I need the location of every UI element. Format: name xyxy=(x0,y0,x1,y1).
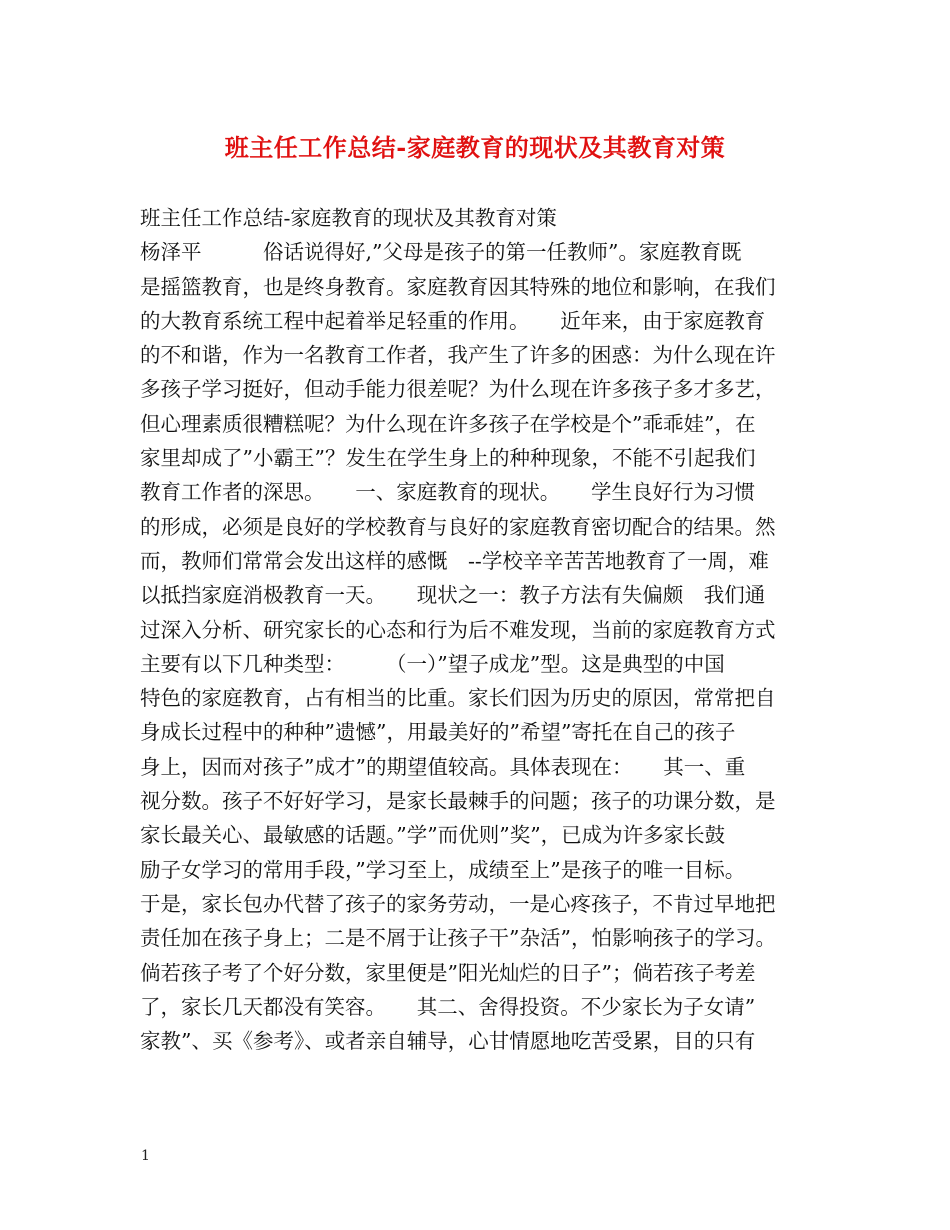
body-line: 是摇篮教育，也是终身教育。家庭教育因其特殊的地位和影响，在我们 xyxy=(140,274,776,299)
body-line: 杨泽平 俗话说得好,”父母是孩子的第一任教师”。家庭教育既 xyxy=(140,240,742,265)
body-line: 但心理素质很糟糕呢？为什么现在许多孩子在学校是个”乖乖娃”，在 xyxy=(140,411,756,436)
body-line: 身成长过程中的种种”遗憾”，用最美好的”希望”寄托在自己的孩子 xyxy=(140,720,736,745)
body-line: 而，教师们常常会发出这样的感慨 --学校辛辛苦苦地教育了一周，难 xyxy=(140,548,769,573)
body-line: 多孩子学习挺好，但动手能力很差呢？为什么现在许多孩子多才多艺， xyxy=(140,377,776,402)
body-line: 家教”、买《参考》、或者亲自辅导，心甘情愿地吃苦受累，目的只有 xyxy=(140,1029,756,1054)
body-line: 于是，家长包办代替了孩子的家务劳动，一是心疼孩子，不肯过早地把 xyxy=(140,891,776,916)
body-line: 特色的家庭教育，占有相当的比重。家长们因为历史的原因，常常把自 xyxy=(140,686,776,711)
page-number: 1 xyxy=(141,1148,150,1164)
body-line: 励子女学习的常用手段，”学习至上，成绩至上”是孩子的唯一目标。 xyxy=(140,857,746,882)
body-line: 倘若孩子考了个好分数，家里便是”阳光灿烂的日子”；倘若孩子考差 xyxy=(140,960,756,985)
body-line: 家长最关心、最敏感的话题。”学”而优则”奖”，已成为许多家长鼓 xyxy=(140,823,726,848)
body-line: 了，家长几天都没有笑容。 其二、舍得投资。不少家长为子女请” xyxy=(140,994,756,1019)
body-line: 班主任工作总结-家庭教育的现状及其教育对策 xyxy=(140,206,557,230)
body-line: 的不和谐，作为一名教育工作者，我产生了许多的困惑：为什么现在许 xyxy=(140,343,776,368)
document-title: 班主任工作总结-家庭教育的现状及其教育对策 xyxy=(224,133,726,162)
body-line: 过深入分析、研究家长的心态和行为后不难发现，当前的家庭教育方式 xyxy=(140,617,776,642)
body-line: 家里却成了”小霸王”？发生在学生身上的种种现象，不能不引起我们 xyxy=(140,446,756,471)
body-line: 的形成，必须是良好的学校教育与良好的家庭教育密切配合的结果。然 xyxy=(140,514,776,539)
body-line: 身上，因而对孩子”成才”的期望值较高。具体表现在： 其一、重 xyxy=(140,754,746,779)
body-line: 视分数。孩子不好好学习，是家长最棘手的问题；孩子的功课分数，是 xyxy=(140,789,776,814)
document-body xyxy=(140,201,820,1058)
body-line: 主要有以下几种类型： （一）”望子成龙”型。这是典型的中国 xyxy=(140,651,725,676)
body-line: 责任加在孩子身上；二是不屑于让孩子干”杂活”，怕影响孩子的学习。 xyxy=(140,926,776,951)
body-line: 的大教育系统工程中起着举足轻重的作用。 近年来，由于家庭教育 xyxy=(140,308,766,333)
body-line: 教育工作者的深思。 一、家庭教育的现状。 学生良好行为习惯 xyxy=(140,480,755,505)
body-line: 以抵挡家庭消极教育一天。 现状之一：教子方法有失偏颇 我们通 xyxy=(140,583,766,608)
